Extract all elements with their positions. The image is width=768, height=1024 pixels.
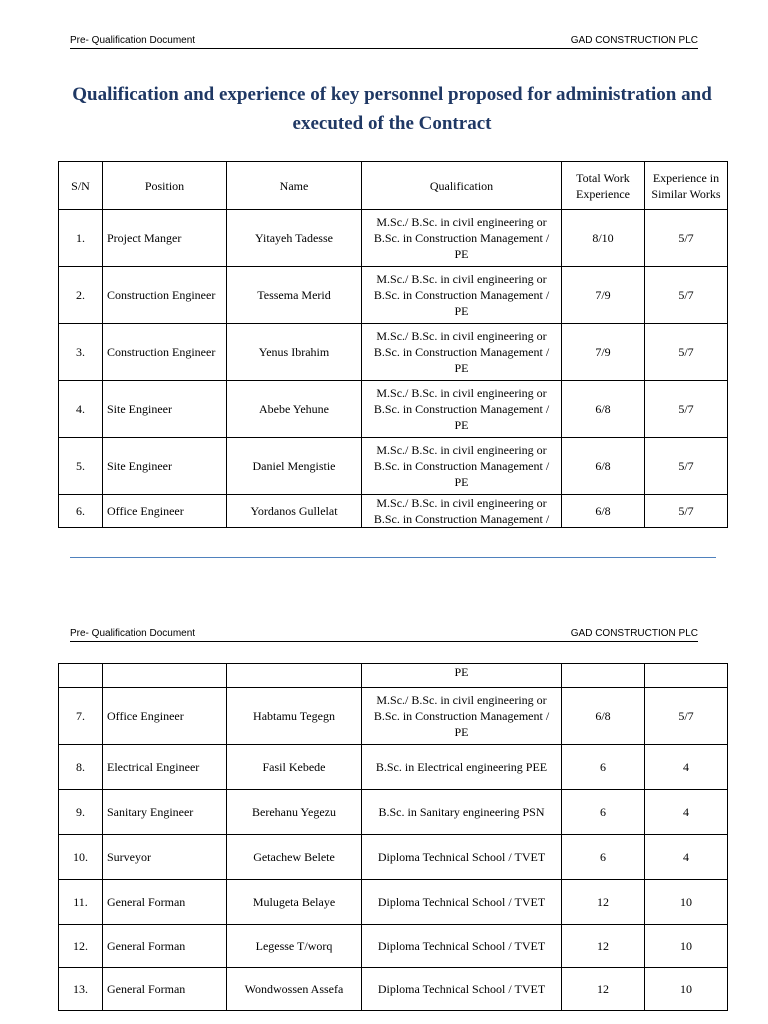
cell-similar-experience: 5/7 <box>645 381 728 438</box>
cell-total-experience: 6/8 <box>562 688 645 745</box>
cell-sn: 3. <box>59 324 103 381</box>
cell-similar-experience: 10 <box>645 880 728 925</box>
cell-sn: 9. <box>59 790 103 835</box>
cell-total-experience: 8/10 <box>562 210 645 267</box>
cell-similar-experience: 4 <box>645 790 728 835</box>
cell-qualification: M.Sc./ B.Sc. in civil engineering or B.Sc. in Construction Management / PE <box>362 267 562 324</box>
table-row <box>59 438 728 495</box>
cell-name: Yenus Ibrahim <box>227 324 362 381</box>
cell-total-experience <box>562 664 645 688</box>
cell-name: Tessema Merid <box>227 267 362 324</box>
cell-total-experience: 6 <box>562 835 645 880</box>
col-header-position: Position <box>103 162 227 210</box>
cell-qualification: B.Sc. in Electrical engineering PEE <box>362 745 562 790</box>
cell-total-experience: 12 <box>562 925 645 968</box>
cell-name: Abebe Yehune <box>227 381 362 438</box>
cell-position: Sanitary Engineer <box>103 790 227 835</box>
cell-name: Mulugeta Belaye <box>227 880 362 925</box>
table-row <box>59 790 728 835</box>
cell-sn <box>59 664 103 688</box>
cell-sn: 4. <box>59 381 103 438</box>
table-row <box>59 267 728 324</box>
cell-similar-experience: 5/7 <box>645 324 728 381</box>
cell-total-experience: 6/8 <box>562 381 645 438</box>
cell-total-experience: 6 <box>562 745 645 790</box>
cell-name: Legesse T/worq <box>227 925 362 968</box>
cell-similar-experience <box>645 664 728 688</box>
cell-sn: 13. <box>59 968 103 1011</box>
cell-position: Surveyor <box>103 835 227 880</box>
cell-qualification: M.Sc./ B.Sc. in civil engineering or B.Sc. in Construction Management / PE <box>362 381 562 438</box>
cell-total-experience: 7/9 <box>562 324 645 381</box>
col-header-name: Name <box>227 162 362 210</box>
cell-name: Berehanu Yegezu <box>227 790 362 835</box>
table-row <box>59 210 728 267</box>
page-header-2 <box>70 628 698 642</box>
table-row <box>59 324 728 381</box>
personnel-table-page2 <box>58 663 728 1011</box>
document-title: Qualification and experience of key personnel proposed for administration and executed of the Contract <box>72 84 712 134</box>
table-row <box>59 880 728 925</box>
personnel-table-page1 <box>58 161 728 528</box>
cell-name <box>227 664 362 688</box>
table-row <box>59 688 728 745</box>
cell-qualification: M.Sc./ B.Sc. in civil engineering or B.Sc. in Construction Management / <box>362 495 562 528</box>
header-right-text: GAD CONSTRUCTION PLC <box>570 35 698 46</box>
cell-sn: 10. <box>59 835 103 880</box>
cell-position: Electrical Engineer <box>103 745 227 790</box>
cell-total-experience: 12 <box>562 968 645 1011</box>
cell-position: Site Engineer <box>103 438 227 495</box>
cell-sn: 11. <box>59 880 103 925</box>
cell-position: Office Engineer <box>103 688 227 745</box>
cell-similar-experience: 10 <box>645 968 728 1011</box>
cell-sn: 2. <box>59 267 103 324</box>
header-right-text: GAD CONSTRUCTION PLC <box>570 628 698 639</box>
cell-qualification: M.Sc./ B.Sc. in civil engineering or B.Sc. in Construction Management / PE <box>362 210 562 267</box>
cell-sn: 1. <box>59 210 103 267</box>
table-header-row <box>59 162 728 210</box>
cell-name: Fasil Kebede <box>227 745 362 790</box>
cell-name: Habtamu Tegegn <box>227 688 362 745</box>
cell-position: General Forman <box>103 925 227 968</box>
cell-sn: 7. <box>59 688 103 745</box>
col-header-total-experience: Total Work Experience <box>562 162 645 210</box>
cell-sn: 12. <box>59 925 103 968</box>
cell-similar-experience: 5/7 <box>645 438 728 495</box>
cell-similar-experience: 10 <box>645 925 728 968</box>
table-row <box>59 925 728 968</box>
cell-similar-experience: 5/7 <box>645 495 728 528</box>
cell-similar-experience: 5/7 <box>645 267 728 324</box>
cell-similar-experience: 4 <box>645 745 728 790</box>
cell-sn: 5. <box>59 438 103 495</box>
cell-position: Project Manger <box>103 210 227 267</box>
cell-name: Getachew Belete <box>227 835 362 880</box>
cell-position <box>103 664 227 688</box>
cell-name: Yitayeh Tadesse <box>227 210 362 267</box>
cell-name: Daniel Mengistie <box>227 438 362 495</box>
cell-position: Site Engineer <box>103 381 227 438</box>
cell-name: Wondwossen Assefa <box>227 968 362 1011</box>
col-header-similar-experience: Experience in Similar Works <box>645 162 728 210</box>
page-separator <box>70 557 716 558</box>
col-header-qualification: Qualification <box>362 162 562 210</box>
cell-sn: 6. <box>59 495 103 528</box>
table-row-continuation <box>59 664 728 688</box>
cell-similar-experience: 5/7 <box>645 210 728 267</box>
cell-qualification: M.Sc./ B.Sc. in civil engineering or B.Sc. in Construction Management / PE <box>362 324 562 381</box>
header-left-text: Pre- Qualification Document <box>70 628 196 639</box>
cell-qualification: PE <box>362 664 562 688</box>
cell-total-experience: 12 <box>562 880 645 925</box>
cell-total-experience: 7/9 <box>562 267 645 324</box>
cell-sn: 8. <box>59 745 103 790</box>
cell-qualification: M.Sc./ B.Sc. in civil engineering or B.Sc. in Construction Management / PE <box>362 438 562 495</box>
col-header-sn: S/N <box>59 162 103 210</box>
header-left-text: Pre- Qualification Document <box>70 35 196 46</box>
cell-total-experience: 6 <box>562 790 645 835</box>
cell-total-experience: 6/8 <box>562 438 645 495</box>
cell-similar-experience: 5/7 <box>645 688 728 745</box>
page-header <box>70 35 698 49</box>
cell-qualification: M.Sc./ B.Sc. in civil engineering or B.Sc. in Construction Management / PE <box>362 688 562 745</box>
cell-qualification: Diploma Technical School / TVET <box>362 925 562 968</box>
cell-qualification: Diploma Technical School / TVET <box>362 880 562 925</box>
table-row <box>59 381 728 438</box>
cell-total-experience: 6/8 <box>562 495 645 528</box>
table-row <box>59 968 728 1011</box>
cell-position: General Forman <box>103 880 227 925</box>
cell-position: Construction Engineer <box>103 267 227 324</box>
table-row <box>59 835 728 880</box>
cell-position: General Forman <box>103 968 227 1011</box>
cell-position: Construction Engineer <box>103 324 227 381</box>
cell-qualification: Diploma Technical School / TVET <box>362 835 562 880</box>
cell-name: Yordanos Gullelat <box>227 495 362 528</box>
cell-qualification: Diploma Technical School / TVET <box>362 968 562 1011</box>
cell-qualification: B.Sc. in Sanitary engineering PSN <box>362 790 562 835</box>
table-row <box>59 745 728 790</box>
cell-position: Office Engineer <box>103 495 227 528</box>
cell-similar-experience: 4 <box>645 835 728 880</box>
table-row <box>59 495 728 528</box>
